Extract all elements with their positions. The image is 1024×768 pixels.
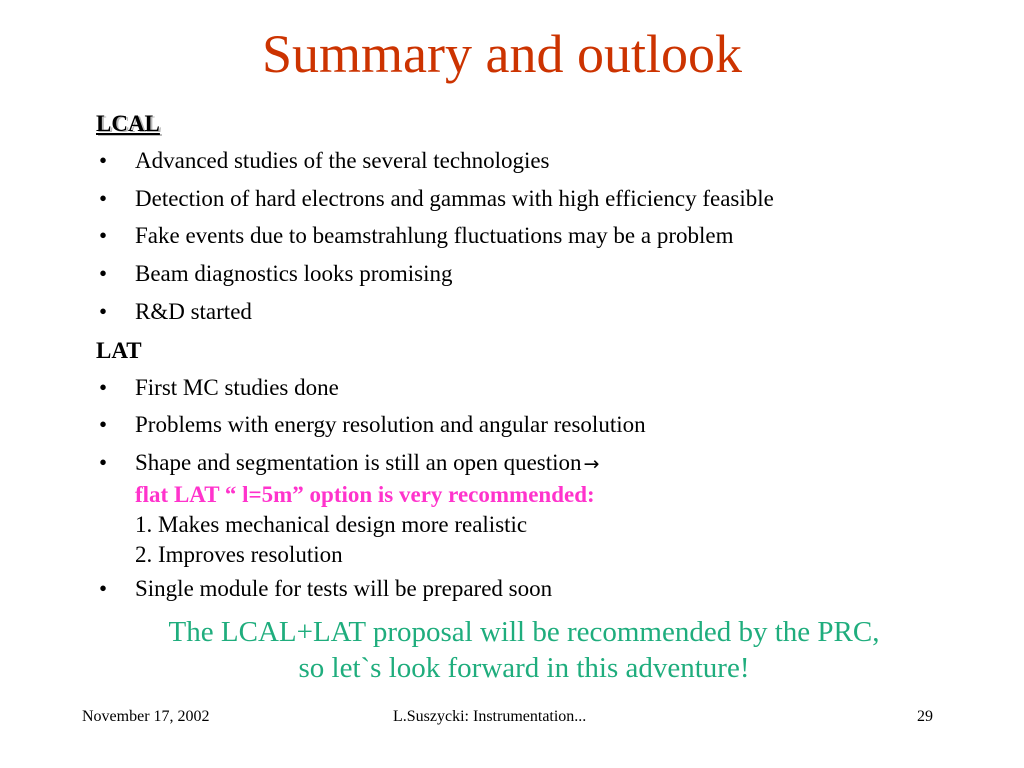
closing-line: so let`s look forward in this adventure! bbox=[298, 652, 750, 684]
arrow-right-icon: → bbox=[583, 452, 600, 475]
bullet-icon: • bbox=[99, 185, 108, 211]
list-item bbox=[96, 180, 976, 218]
recommendation-highlight: flat LAT “ l=5m” option is very recommended: bbox=[135, 481, 595, 507]
footer-author: L.Suszycki: Instrumentation... bbox=[393, 708, 587, 725]
list-item-text: First MC studies done bbox=[135, 374, 339, 400]
bullet-icon: • bbox=[99, 261, 108, 287]
lat-list bbox=[96, 369, 976, 608]
sub-point: 2. Improves resolution bbox=[135, 541, 343, 567]
slide-title: Summary and outlook bbox=[262, 24, 742, 84]
closing-line: The LCAL+LAT proposal will be recommended by the PRC, bbox=[168, 616, 880, 648]
list-item-text: Single module for tests will be prepared soon bbox=[135, 575, 553, 601]
bullet-icon: • bbox=[99, 223, 108, 249]
list-item-text: Beam diagnostics looks promising bbox=[135, 261, 453, 287]
bullet-icon: • bbox=[99, 449, 108, 475]
list-item-text: Problems with energy resolution and angular resolution bbox=[135, 412, 646, 438]
footer-page-number: 29 bbox=[917, 708, 933, 725]
bullet-icon: • bbox=[99, 298, 108, 324]
list-item bbox=[96, 570, 976, 608]
closing-statement bbox=[0, 614, 1024, 686]
bullet-icon: • bbox=[99, 575, 108, 601]
list-item-text: Fake events due to beamstrahlung fluctuations may be a problem bbox=[135, 223, 734, 249]
list-item-text: R&D started bbox=[135, 298, 252, 324]
list-item-text: Detection of hard electrons and gammas with high efficiency feasible bbox=[135, 185, 774, 211]
list-item bbox=[96, 444, 976, 570]
sub-point: 1. Makes mechanical design more realistic bbox=[135, 511, 528, 537]
list-item bbox=[96, 369, 976, 407]
bullet-icon: • bbox=[99, 412, 108, 438]
list-item bbox=[96, 217, 976, 255]
list-item bbox=[96, 406, 976, 444]
bullet-icon: • bbox=[99, 374, 108, 400]
footer-date: November 17, 2002 bbox=[82, 708, 210, 725]
list-item bbox=[96, 142, 976, 180]
list-item bbox=[96, 293, 976, 331]
list-item bbox=[96, 255, 976, 293]
list-item-text: Advanced studies of the several technologies bbox=[135, 148, 550, 173]
section-heading-lat: LAT bbox=[96, 337, 142, 363]
section-heading-lcal: LCAL bbox=[96, 111, 160, 136]
bullet-icon: • bbox=[99, 148, 108, 173]
slide-body bbox=[96, 105, 976, 607]
lcal-list bbox=[96, 142, 976, 331]
list-item-text: Shape and segmentation is still an open question bbox=[135, 449, 582, 475]
